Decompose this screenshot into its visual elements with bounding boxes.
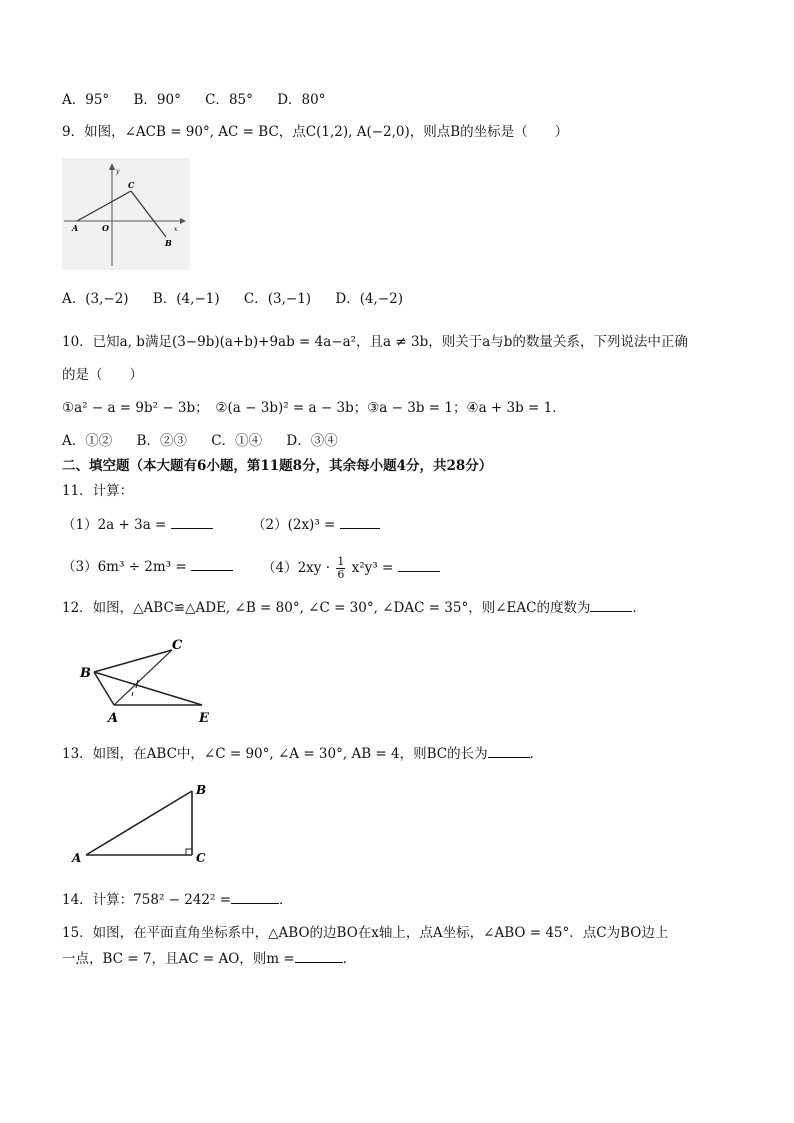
- q8-options: [62, 90, 345, 110]
- q9-options: [62, 289, 423, 309]
- q9-option-b: B．(4,−1): [152, 291, 220, 307]
- q11-part1-blank: [171, 514, 213, 529]
- q9-label-o: O: [102, 223, 109, 233]
- q13-line: 13．如图，在ABC中，∠C = 90°, ∠A = 30°, AB = 4，则BC的长为 ．: [62, 743, 543, 764]
- q11-part3-expression: （3）6m³ ÷ 2m³ =: [62, 559, 187, 575]
- q10-option-b: B．②③: [136, 433, 187, 449]
- q12-stem: 12．如图，△ABC≌△ADE, ∠B = 80°, ∠C = 30°, ∠DAC = 35°，则∠EAC的度数为: [62, 600, 591, 616]
- q11-part4-denominator: 6: [337, 568, 345, 581]
- q11-part4-prefix: （4）2xy ·: [262, 560, 331, 576]
- q11-part4: [262, 556, 440, 581]
- q10-option-a: A．①②: [62, 433, 113, 449]
- q12-blank: [590, 597, 632, 612]
- q11-part4-suffix: x²y³ =: [351, 560, 394, 576]
- q15-line2-wrap: 一点，BC = 7，且AC = AO，则m = ．: [62, 948, 356, 969]
- q13-right-angle-mark: [186, 849, 192, 855]
- q14-line: 14．计算：758² − 242² = ．: [62, 889, 293, 910]
- q11-part4-numerator: 1: [337, 555, 345, 568]
- q8-option-c: C．85°: [205, 92, 253, 108]
- q8-option-a: A．95°: [62, 92, 110, 108]
- q9-figure-background: [62, 158, 190, 270]
- q13-label-c: C: [196, 851, 206, 865]
- q11-stem: 11．计算：: [62, 483, 134, 499]
- q9-option-d: D．(4,−2): [335, 291, 404, 307]
- q14-blank: [231, 889, 279, 904]
- q11-part3: [62, 556, 233, 577]
- q15-line2: 一点，BC = 7，且AC = AO，则m =: [62, 951, 295, 967]
- q9-option-c: C．(3,−1): [243, 291, 312, 307]
- q11-part3-blank: [191, 556, 233, 571]
- q11-part4-fraction: [336, 556, 345, 581]
- q10-stem-line1: 10．已知a, b满足(3−9b)(a+b)+9ab = 4a−a²，且a ≠ 3b，则关于a与b的数量关系，下列说法中正确: [62, 334, 688, 350]
- q11-part1-expression: （1）2a + 3a =: [62, 517, 167, 533]
- q9-stem: 9．如图，∠ACB = 90°, AC = BC，点C(1,2), A(−2,0)，则点B的坐标是（ ）: [62, 124, 569, 140]
- q10-options: [62, 431, 358, 451]
- q13-label-a: A: [72, 851, 82, 865]
- q8-option-d: D．80°: [277, 92, 326, 108]
- q11-part2-expression: （2）(2x)³ =: [252, 517, 336, 533]
- q10-option-c: C．①④: [211, 433, 263, 449]
- q9-option-a: A．(3,−2): [62, 291, 129, 307]
- q12-figure: [72, 632, 222, 728]
- q15-line1: 15．如图，在平面直角坐标系中，△ABO的边BO在x轴上，点A坐标，∠ABO = 45°．点C为BO边上: [62, 925, 669, 941]
- q11-part2-blank: [340, 514, 380, 529]
- q9-label-a: A: [72, 223, 79, 233]
- q13-figure: [68, 780, 218, 868]
- q13-label-b: B: [196, 783, 207, 797]
- q10-statements: ①a² − a = 9b² − 3b； ②(a − 3b)² = a − 3b；③a − 3b = 1；④a + 3b = 1．: [62, 400, 566, 416]
- q11-part1: [62, 514, 213, 535]
- q10-stem-line2: 的是（ ）: [62, 367, 143, 383]
- q11-part4-blank: [398, 557, 440, 572]
- q9-label-b: B: [165, 238, 172, 248]
- q13-stem: 13．如图，在ABC中，∠C = 90°, ∠A = 30°, AB = 4，则BC的长为: [62, 746, 488, 762]
- q12-label-c: C: [172, 638, 183, 653]
- q14-stem: 14．计算：758² − 242² =: [62, 892, 232, 908]
- q11-part2: [252, 514, 380, 535]
- q13-blank: [488, 743, 530, 758]
- q12-tick-mark-2: [132, 692, 133, 696]
- q12-label-a: A: [108, 711, 119, 726]
- q12-label-b: B: [80, 666, 91, 681]
- q15-blank: [295, 948, 343, 963]
- q9-label-x: x: [174, 226, 178, 233]
- q9-label-c: C: [128, 180, 135, 190]
- q13-segment-ab: [86, 791, 192, 855]
- q8-option-b: B．90°: [133, 92, 181, 108]
- q9-label-y: y: [116, 168, 120, 175]
- q9-figure: [62, 158, 190, 270]
- q12-label-e: E: [199, 711, 209, 726]
- section2-heading: 二、填空题（本大题有6小题，第11题8分，其余每小题4分，共28分）: [62, 458, 493, 474]
- q10-option-d: D．③④: [286, 433, 338, 449]
- q12-line: 12．如图，△ABC≌△ADE, ∠B = 80°, ∠C = 30°, ∠DAC = 35°，则∠EAC的度数为 ．: [62, 597, 646, 618]
